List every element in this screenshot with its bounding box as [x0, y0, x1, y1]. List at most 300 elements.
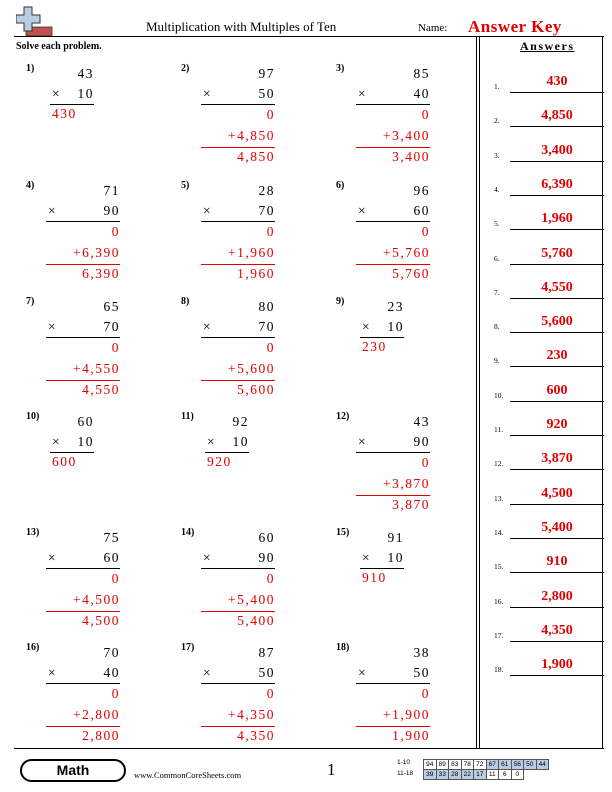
answer-row	[494, 173, 604, 199]
problem-2	[181, 63, 321, 173]
times-symbol: ×	[362, 319, 372, 334]
answer-row	[494, 550, 604, 576]
answer-number: 11.	[494, 425, 504, 434]
partial-product-sum	[46, 705, 120, 725]
multiplicand-value: 43	[77, 66, 94, 81]
partial-product-sum	[356, 705, 430, 725]
multiplicand	[201, 297, 275, 317]
times-symbol: ×	[358, 665, 368, 680]
product-value: 4,550	[82, 382, 120, 397]
problem-number: 13)	[26, 527, 40, 538]
score-range-1: 1-10	[397, 759, 411, 766]
product	[46, 380, 120, 400]
product-value: 4,350	[237, 728, 275, 743]
logo-icon	[16, 5, 56, 39]
answer-line	[510, 366, 604, 367]
product-value: 5,760	[392, 266, 430, 281]
partial-product-value: 0	[266, 224, 275, 239]
partial-sum-value: +5,400	[228, 592, 275, 607]
product	[46, 264, 120, 284]
answer-line	[510, 229, 604, 230]
multiplicand	[46, 297, 120, 317]
answer-value: 4,550	[541, 279, 573, 295]
partial-product-value: 0	[421, 224, 430, 239]
partial-sum-value: +4,850	[228, 128, 275, 143]
answer-number: 8.	[494, 322, 500, 332]
times-symbol: ×	[203, 665, 213, 680]
multiplier-value: 90	[413, 434, 430, 449]
partial-product-sum	[201, 359, 275, 379]
column-divider-left	[476, 36, 477, 748]
problem-number: 10)	[26, 411, 40, 422]
multiplier	[46, 548, 120, 568]
score-cell: 89	[436, 760, 449, 770]
product-value: 4,500	[82, 613, 120, 628]
partial-product-value: 0	[266, 107, 275, 122]
answer-line	[510, 332, 604, 333]
problem-12	[336, 411, 476, 521]
multiplicand-value: 80	[258, 299, 275, 314]
answer-value: 600	[546, 382, 568, 398]
product	[205, 452, 249, 472]
times-symbol: ×	[203, 86, 213, 101]
partial-product-value: 0	[421, 455, 430, 470]
score-range-2: 11-18	[397, 770, 414, 777]
answer-value: 230	[546, 348, 568, 364]
times-symbol: ×	[48, 203, 58, 218]
answer-row	[494, 585, 604, 611]
product-value: 1,900	[392, 728, 430, 743]
multiplicand	[356, 181, 430, 201]
problem-16	[26, 642, 166, 752]
answer-row	[494, 242, 604, 268]
page-number: 1	[327, 760, 336, 779]
times-symbol: ×	[358, 434, 368, 449]
answer-row	[494, 276, 604, 302]
answer-value: 910	[546, 554, 568, 570]
partial-sum-value: +4,500	[73, 592, 120, 607]
problem-18	[336, 642, 476, 752]
partial-product-value: 0	[421, 686, 430, 701]
answer-number: 2.	[494, 116, 500, 126]
score-cell: 6	[499, 770, 512, 780]
partial-product-value: 0	[421, 107, 430, 122]
multiplier-value: 10	[387, 319, 404, 334]
multiplier	[46, 317, 120, 337]
answer-line	[510, 572, 604, 573]
multiplicand	[356, 412, 430, 432]
problem-5	[181, 180, 321, 290]
product-value: 600	[52, 454, 77, 469]
multiplier-value: 50	[258, 86, 275, 101]
partial-sum-value: +1,900	[383, 707, 430, 722]
multiplicand	[46, 181, 120, 201]
product-value: 5,400	[237, 613, 275, 628]
score-cell: 17	[474, 770, 487, 780]
product	[356, 495, 430, 515]
multiplier	[46, 201, 120, 221]
answer-line	[510, 607, 604, 608]
multiplicand-value: 23	[387, 299, 404, 314]
answer-value: 1,900	[541, 657, 573, 673]
product	[356, 147, 430, 167]
times-symbol: ×	[48, 550, 58, 565]
score-cell: 22	[461, 770, 474, 780]
score-row	[424, 760, 549, 770]
problem-number: 17)	[181, 642, 195, 653]
multiplier	[201, 317, 275, 337]
multiplier-value: 10	[77, 86, 94, 101]
partial-product-value: 0	[111, 686, 120, 701]
problem-number: 16)	[26, 642, 40, 653]
multiplicand	[360, 528, 404, 548]
product-value: 230	[362, 339, 387, 354]
multiplier-value: 70	[258, 203, 275, 218]
multiplier-value: 10	[387, 550, 404, 565]
partial-product-sum	[201, 705, 275, 725]
answer-line	[510, 504, 604, 505]
multiplicand	[356, 643, 430, 663]
answer-value: 4,500	[541, 485, 573, 501]
problem-4	[26, 180, 166, 290]
multiplicand-value: 60	[77, 414, 94, 429]
multiplier	[50, 84, 94, 104]
multiplier-value: 40	[103, 665, 120, 680]
column-divider-right	[479, 36, 480, 748]
multiplier	[201, 84, 275, 104]
answer-number: 16.	[494, 596, 504, 606]
partial-product-sum	[201, 590, 275, 610]
answer-value: 3,870	[541, 451, 573, 467]
problem-15	[336, 527, 476, 637]
problem-number: 14)	[181, 527, 195, 538]
product	[201, 147, 275, 167]
problem-number: 6)	[336, 180, 345, 191]
times-symbol: ×	[362, 550, 372, 565]
multiplier	[360, 548, 404, 568]
answer-number: 5.	[494, 219, 500, 229]
answer-number: 4.	[494, 184, 500, 194]
worksheet-title: Multiplication with Multiples of Ten	[146, 19, 337, 34]
product	[201, 611, 275, 631]
multiplicand-value: 85	[413, 66, 430, 81]
partial-product-sum	[356, 474, 430, 494]
multiplicand-value: 28	[258, 183, 275, 198]
multiplier	[356, 84, 430, 104]
partial-product-sum	[356, 126, 430, 146]
multiplier	[205, 432, 249, 452]
partial-product-sum	[46, 243, 120, 263]
problem-number: 8)	[181, 296, 190, 307]
multiplier	[50, 432, 94, 452]
multiplier-value: 60	[103, 550, 120, 565]
answer-value: 920	[546, 417, 568, 432]
partial-product	[201, 222, 275, 242]
problem-number: 3)	[336, 63, 345, 74]
product-value: 6,390	[82, 266, 120, 281]
times-symbol: ×	[358, 203, 368, 218]
partial-product	[46, 222, 120, 242]
answers-heading: Answers	[520, 39, 575, 53]
times-symbol: ×	[203, 319, 213, 334]
answer-row	[494, 344, 604, 370]
score-cell: 28	[449, 770, 462, 780]
problem-number: 7)	[26, 296, 35, 307]
multiplicand	[201, 528, 275, 548]
multiplier-value: 70	[103, 319, 120, 334]
answer-line	[510, 126, 604, 127]
answer-row	[494, 70, 604, 96]
problem-number: 18)	[336, 642, 350, 653]
product	[360, 337, 404, 357]
answer-value: 2,800	[541, 588, 573, 604]
score-cell: 56	[511, 760, 524, 770]
partial-sum-value: +4,550	[73, 361, 120, 376]
answer-value: 4,350	[541, 622, 573, 638]
answer-row	[494, 379, 604, 405]
answer-line	[510, 641, 604, 642]
answer-number: 3.	[494, 150, 500, 160]
partial-product	[356, 684, 430, 704]
problem-number: 1)	[26, 63, 35, 74]
partial-product	[201, 684, 275, 704]
problem-number: 11)	[181, 411, 194, 422]
problem-number: 12)	[336, 411, 350, 422]
score-cell: 44	[536, 760, 549, 770]
problem-14	[181, 527, 321, 637]
product-value: 5,600	[237, 382, 275, 397]
answer-number: 12.	[494, 459, 504, 469]
answer-line	[510, 92, 604, 93]
multiplicand-value: 96	[413, 183, 430, 198]
answer-row	[494, 516, 604, 542]
multiplicand	[356, 64, 430, 84]
problem-1	[26, 63, 166, 173]
multiplier-value: 60	[413, 203, 430, 218]
score-cell: 39	[424, 770, 437, 780]
multiplicand	[50, 64, 94, 84]
product-value: 920	[207, 454, 232, 469]
multiplicand	[201, 64, 275, 84]
partial-sum-value: +2,800	[73, 707, 120, 722]
answer-row	[494, 104, 604, 130]
multiplicand-value: 97	[258, 66, 275, 81]
score-cell: 83	[449, 760, 462, 770]
times-symbol: ×	[358, 86, 368, 101]
answer-number: 14.	[494, 527, 504, 537]
product	[356, 726, 430, 746]
product-value: 1,960	[237, 266, 275, 281]
answer-value: 5,400	[541, 519, 573, 535]
partial-product-value: 0	[111, 571, 120, 586]
answer-number: 10.	[494, 390, 504, 400]
times-symbol: ×	[52, 434, 62, 449]
answer-number: 13.	[494, 493, 504, 503]
instructions: Solve each problem.	[16, 41, 102, 52]
multiplier-value: 70	[258, 319, 275, 334]
times-symbol: ×	[203, 203, 213, 218]
answer-line	[510, 161, 604, 162]
answer-key-label: Answer Key	[468, 17, 562, 36]
multiplier-value: 90	[258, 550, 275, 565]
product	[201, 726, 275, 746]
partial-product-sum	[46, 359, 120, 379]
partial-product-value: 0	[111, 224, 120, 239]
answer-value: 430	[546, 74, 568, 89]
multiplier	[360, 317, 404, 337]
multiplier	[356, 201, 430, 221]
multiplicand	[360, 297, 404, 317]
multiplier	[356, 432, 430, 452]
site-url[interactable]: www.CommonCoreSheets.com	[134, 770, 242, 780]
score-cell: 61	[499, 760, 512, 770]
answer-value: 3,400	[541, 142, 573, 158]
product	[356, 264, 430, 284]
header-rule	[14, 36, 604, 37]
partial-sum-value: +3,870	[383, 476, 430, 491]
answer-value: 5,600	[541, 314, 573, 330]
multiplicand-value: 71	[103, 183, 120, 198]
partial-product-value: 0	[266, 686, 275, 701]
answer-line	[510, 435, 604, 436]
answer-line	[510, 401, 604, 402]
partial-product-sum	[46, 590, 120, 610]
answer-row	[494, 482, 604, 508]
answer-row	[494, 310, 604, 336]
answer-value: 1,960	[541, 211, 573, 227]
problem-number: 4)	[26, 180, 35, 191]
problem-8	[181, 296, 321, 406]
answer-line	[510, 538, 604, 539]
multiplier-value: 10	[232, 434, 249, 449]
answer-row	[494, 653, 604, 679]
multiplier-value: 10	[77, 434, 94, 449]
answer-row	[494, 207, 604, 233]
partial-product-sum	[201, 243, 275, 263]
multiplicand-value: 91	[387, 530, 404, 545]
times-symbol: ×	[203, 550, 213, 565]
answer-number: 7.	[494, 287, 500, 297]
score-cell: 78	[461, 760, 474, 770]
partial-product	[201, 569, 275, 589]
multiplicand	[205, 412, 249, 432]
product	[50, 452, 94, 472]
product-value: 4,850	[237, 149, 275, 164]
answer-line	[510, 195, 604, 196]
product-value: 2,800	[82, 728, 120, 743]
partial-product-value: 0	[111, 340, 120, 355]
score-row	[424, 770, 549, 780]
multiplier-value: 50	[413, 665, 430, 680]
answer-number: 9.	[494, 356, 500, 366]
partial-product	[46, 684, 120, 704]
score-cell: 50	[524, 760, 537, 770]
answer-line	[510, 264, 604, 265]
multiplicand-value: 60	[258, 530, 275, 545]
score-cell: 0	[511, 770, 524, 780]
answer-row	[494, 139, 604, 165]
answer-row	[494, 447, 604, 473]
subject-badge: Math	[20, 759, 126, 782]
problem-number: 9)	[336, 296, 345, 307]
product	[46, 726, 120, 746]
answer-number: 15.	[494, 562, 504, 572]
multiplicand-value: 65	[103, 299, 120, 314]
product-value: 430	[52, 106, 77, 121]
multiplicand-value: 75	[103, 530, 120, 545]
multiplicand	[201, 643, 275, 663]
answer-line	[510, 675, 604, 676]
product	[201, 264, 275, 284]
name-label: Name:	[418, 22, 448, 34]
partial-sum-value: +5,760	[383, 245, 430, 260]
answer-row	[494, 413, 604, 439]
partial-product	[201, 105, 275, 125]
score-cell: 11	[486, 770, 499, 780]
product-value: 3,870	[392, 497, 430, 512]
product-value: 3,400	[392, 149, 430, 164]
partial-product-value: 0	[266, 340, 275, 355]
score-cell: 33	[436, 770, 449, 780]
problem-13	[26, 527, 166, 637]
problem-11	[181, 411, 321, 521]
score-table	[423, 759, 549, 780]
multiplicand-value: 87	[258, 645, 275, 660]
times-symbol: ×	[48, 665, 58, 680]
partial-product-sum	[201, 126, 275, 146]
problem-number: 5)	[181, 180, 190, 191]
problem-7	[26, 296, 166, 406]
multiplicand-value: 70	[103, 645, 120, 660]
product	[360, 568, 404, 588]
multiplicand-value: 38	[413, 645, 430, 660]
partial-product	[46, 338, 120, 358]
partial-product	[46, 569, 120, 589]
partial-product	[356, 105, 430, 125]
product	[50, 104, 94, 124]
answer-row	[494, 619, 604, 645]
partial-product	[356, 222, 430, 242]
product-value: 910	[362, 570, 387, 585]
problem-10	[26, 411, 166, 521]
score-cell: 94	[424, 760, 437, 770]
multiplicand	[50, 412, 94, 432]
problem-number: 2)	[181, 63, 190, 74]
partial-sum-value: +5,600	[228, 361, 275, 376]
partial-product	[356, 453, 430, 473]
product	[201, 380, 275, 400]
score-cell: 72	[474, 760, 487, 770]
multiplicand	[46, 528, 120, 548]
multiplicand	[46, 643, 120, 663]
answer-value: 6,390	[541, 176, 573, 192]
answer-number: 17.	[494, 630, 504, 640]
answer-number: 1.	[494, 82, 500, 91]
multiplicand	[201, 181, 275, 201]
partial-product-value: 0	[266, 571, 275, 586]
answer-line	[510, 469, 604, 470]
multiplier	[46, 663, 120, 683]
multiplier-value: 40	[413, 86, 430, 101]
answer-number: 18.	[494, 665, 504, 675]
problem-3	[336, 63, 476, 173]
partial-sum-value: +1,960	[228, 245, 275, 260]
problem-number: 15)	[336, 527, 350, 538]
partial-product	[201, 338, 275, 358]
multiplicand-value: 43	[413, 414, 430, 429]
partial-sum-value: +6,390	[73, 245, 120, 260]
answer-value: 5,760	[541, 245, 573, 261]
